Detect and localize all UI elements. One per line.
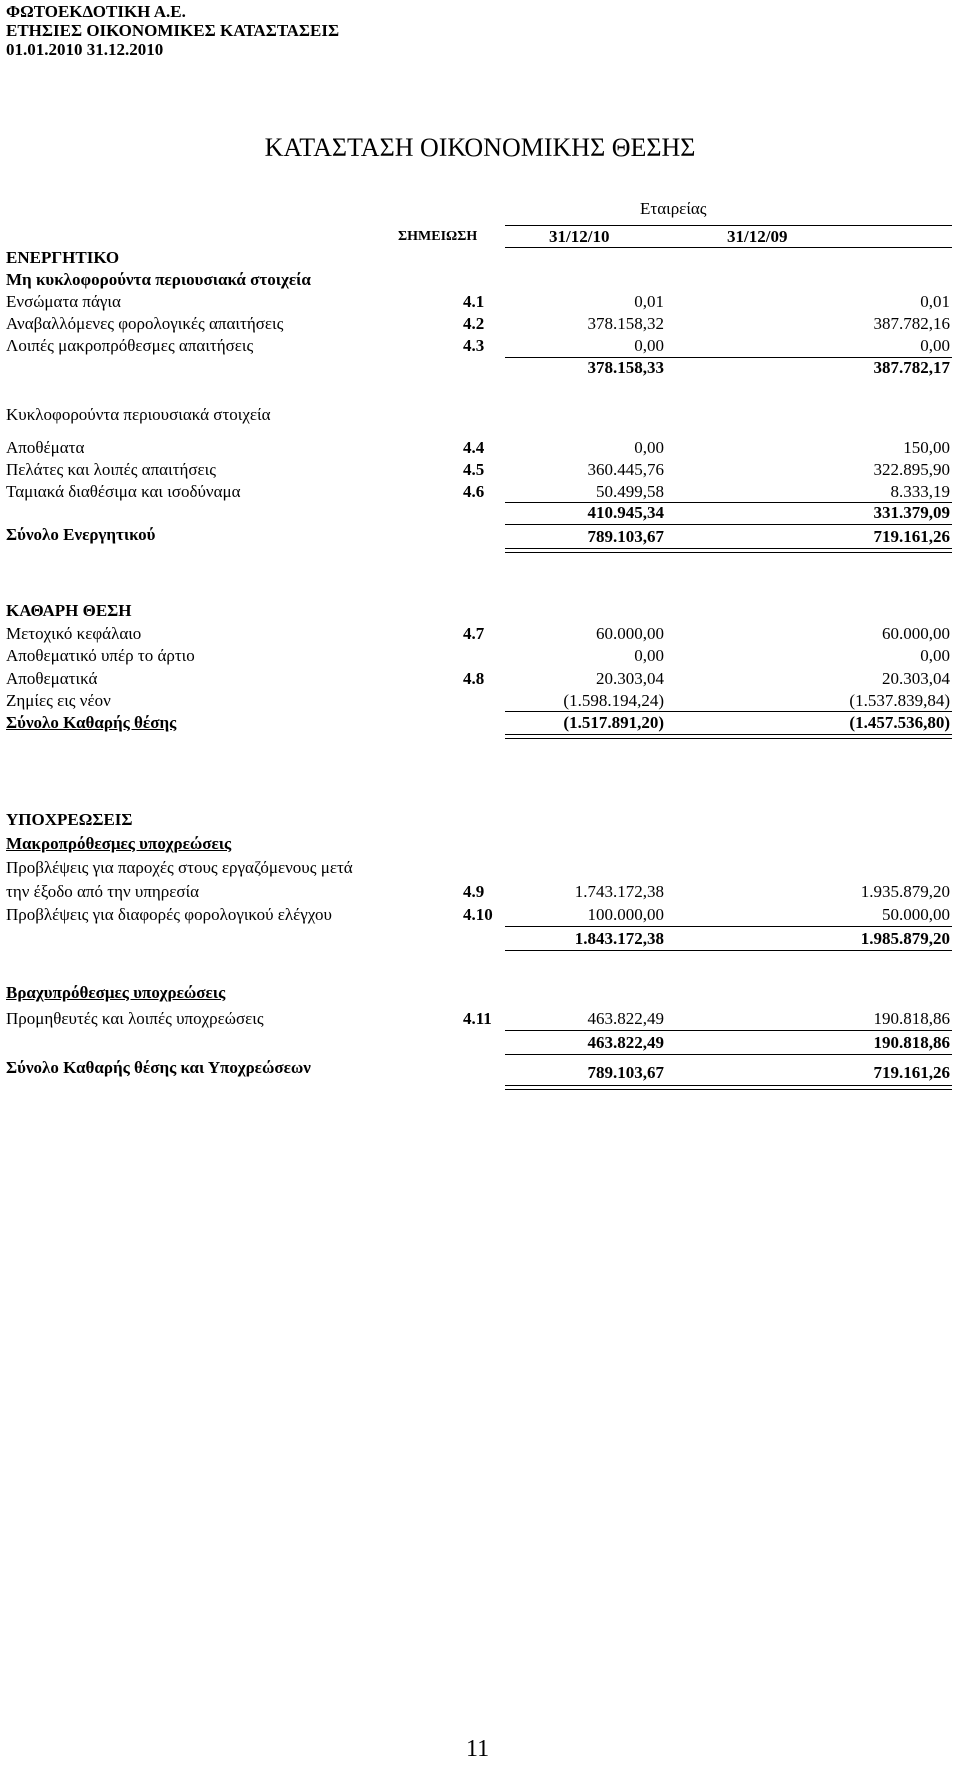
row-value-2009: 322.895,90: [873, 460, 950, 479]
total-double-rule: [505, 548, 952, 553]
total-top-rule: [505, 524, 952, 525]
row-note: 4.9: [463, 882, 485, 901]
row-label: Προβλέψεις για παροχές στους εργαζόμενους μετά: [6, 858, 353, 877]
row-value-2010: 100.000,00: [587, 905, 664, 924]
row-value-2009: 50.000,00: [882, 905, 950, 924]
equity-heading: ΚΑΘΑΡΗ ΘΕΣΗ: [6, 601, 132, 620]
row-label: Ταμιακά διαθέσιμα και ισοδύναμα: [6, 482, 241, 501]
row-value-2009: 1.935.879,20: [860, 882, 950, 901]
row-value-2010: (1.598.194,24): [563, 691, 664, 710]
row-label: Πελάτες και λοιπές απαιτήσεις: [6, 460, 216, 479]
row-note: 4.10: [463, 905, 493, 924]
subtotal-rule: [505, 711, 952, 712]
row-note: 4.8: [463, 669, 485, 688]
column-note-header: ΣΗΜΕΙΩΣΗ: [398, 229, 478, 244]
assets-heading: ΕΝΕΡΓΗΤΙΚΟ: [6, 248, 120, 267]
column-group-label: Εταιρείας: [640, 199, 707, 218]
row-value-2010: 0,00: [634, 438, 664, 457]
total-equity-2009: (1.457.536,80): [849, 713, 950, 732]
liabilities-heading: ΥΠΟΧΡΕΩΣΕΙΣ: [6, 810, 133, 829]
row-note: 4.5: [463, 460, 485, 479]
report-name: ΕΤΗΣΙΕΣ ΟΙΚΟΝΟΜΙΚΕΣ ΚΑΤΑΣΤΑΣΕΙΣ: [6, 21, 340, 40]
row-value-2010: 20.303,04: [596, 669, 664, 688]
row-value-2009: 150,00: [903, 438, 950, 457]
row-value-2009: 0,01: [920, 292, 950, 311]
row-value-2010: 378.158,32: [587, 314, 664, 333]
page-number: 11: [466, 1736, 490, 1762]
row-value-2010: 0,01: [634, 292, 664, 311]
row-value-2010: 0,00: [634, 646, 664, 665]
total-equity-2010: (1.517.891,20): [563, 713, 664, 732]
row-note: 4.6: [463, 482, 485, 501]
total-assets-2010: 789.103,67: [587, 527, 664, 546]
row-value-2010: 360.445,76: [587, 460, 664, 479]
column-group-rule: [505, 225, 952, 226]
total-assets-label: Σύνολο Ενεργητικού: [6, 525, 156, 544]
total-equity-liabilities-2010: 789.103,67: [587, 1063, 664, 1082]
shortterm-liabilities-heading: Βραχυπρόθεσμες υποχρεώσεις: [6, 983, 226, 1002]
row-value-2009: 0,00: [920, 336, 950, 355]
total-equity-liabilities-label: Σύνολο Καθαρής θέσης και Υποχρεώσεων: [6, 1058, 311, 1077]
row-value-2009: 8.333,19: [890, 482, 950, 501]
row-note: 4.3: [463, 336, 485, 355]
row-value-2010: 463.822,49: [587, 1009, 664, 1028]
total-equity-label: Σύνολο Καθαρής θέσης: [6, 713, 177, 732]
row-value-2009: 20.303,04: [882, 669, 950, 688]
noncurrent-total-2009: 387.782,17: [873, 358, 950, 377]
current-total-2009: 331.379,09: [873, 503, 950, 522]
column-year2-header: 31/12/09: [727, 227, 788, 246]
row-value-2009: 387.782,16: [873, 314, 950, 333]
total-assets-2009: 719.161,26: [873, 527, 950, 546]
row-note: 4.1: [463, 292, 485, 311]
row-note: 4.2: [463, 314, 485, 333]
row-note: 4.7: [463, 624, 485, 643]
shortterm-total-2009: 190.818,86: [873, 1033, 950, 1052]
page-title: ΚΑΤΑΣΤΑΣΗ ΟΙΚΟΝΟΜΙΚΗΣ ΘΕΣΗΣ: [264, 133, 696, 162]
report-period: 01.01.2010 31.12.2010: [6, 40, 164, 59]
noncurrent-assets-heading: Μη κυκλοφορούντα περιουσιακά στοιχεία: [6, 270, 311, 289]
noncurrent-total-2010: 378.158,33: [587, 358, 664, 377]
row-label: Προβλέψεις για διαφορές φορολογικού ελέγχου: [6, 905, 332, 924]
subtotal-rule: [505, 950, 952, 951]
row-label: Αποθέματα: [6, 438, 85, 457]
longterm-total-2009: 1.985.879,20: [860, 929, 950, 948]
company-name: ΦΩΤΟΕΚΔΟΤΙΚΗ Α.Ε.: [6, 2, 186, 21]
row-note: 4.11: [463, 1009, 492, 1028]
subtotal-rule: [505, 1054, 952, 1055]
row-label: Αποθεματικά: [6, 669, 98, 688]
current-total-2010: 410.945,34: [587, 503, 664, 522]
row-label: Ενσώματα πάγια: [6, 292, 121, 311]
row-note: 4.4: [463, 438, 485, 457]
row-value-2009: (1.537.839,84): [849, 691, 950, 710]
row-value-2010: 1.743.172,38: [574, 882, 664, 901]
row-label: Ζημίες εις νέον: [6, 691, 111, 710]
row-label-continued: την έξοδο από την υπηρεσία: [6, 882, 200, 901]
row-value-2010: 50.499,58: [596, 482, 664, 501]
shortterm-total-2010: 463.822,49: [587, 1033, 664, 1052]
row-label: Αποθεματικό υπέρ το άρτιο: [6, 646, 195, 665]
current-assets-heading: Κυκλοφορούντα περιουσιακά στοιχεία: [6, 405, 271, 424]
row-value-2010: 60.000,00: [596, 624, 664, 643]
column-year1-header: 31/12/10: [549, 227, 610, 246]
longterm-liabilities-heading: Μακροπρόθεσμες υποχρεώσεις: [6, 834, 232, 853]
row-label: Προμηθευτές και λοιπές υποχρεώσεις: [6, 1009, 264, 1028]
total-double-rule: [505, 1085, 952, 1090]
row-value-2009: 190.818,86: [873, 1009, 950, 1028]
total-double-rule: [505, 734, 952, 739]
row-value-2010: 0,00: [634, 336, 664, 355]
column-header-rule: [505, 247, 952, 248]
row-label: Μετοχικό κεφάλαιο: [6, 624, 142, 643]
row-value-2009: 60.000,00: [882, 624, 950, 643]
subtotal-rule: [505, 1030, 952, 1031]
row-label: Αναβαλλόμενες φορολογικές απαιτήσεις: [6, 314, 284, 333]
row-value-2009: 0,00: [920, 646, 950, 665]
subtotal-rule: [505, 926, 952, 927]
total-equity-liabilities-2009: 719.161,26: [873, 1063, 950, 1082]
row-label: Λοιπές μακροπρόθεσμες απαιτήσεις: [6, 336, 254, 355]
longterm-total-2010: 1.843.172,38: [574, 929, 664, 948]
